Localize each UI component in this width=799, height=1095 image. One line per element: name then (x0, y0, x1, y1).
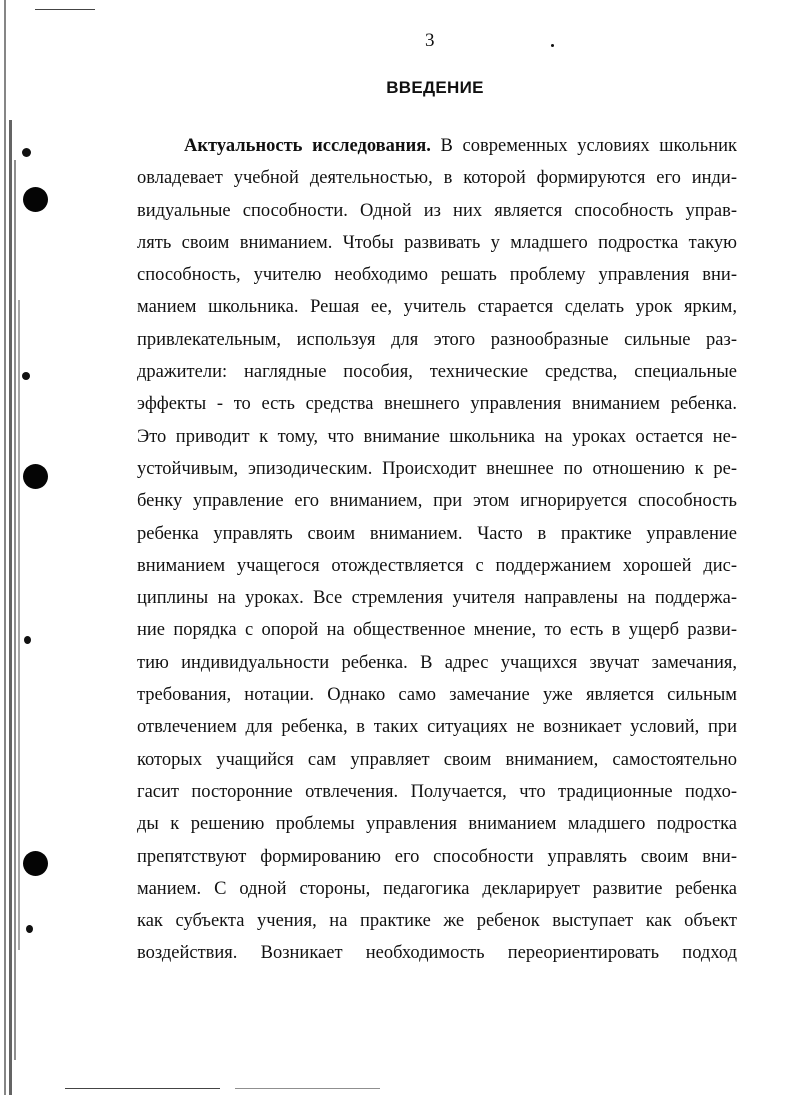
paragraph-line: привлекательным, используя для этого разнообразные сильные раз- (137, 329, 737, 350)
section-heading: ВВЕДЕНИЕ (386, 78, 484, 97)
punch-hole-mark (23, 187, 48, 212)
scan-speck (551, 44, 554, 47)
paragraph-line: эффекты - то есть средства внешнего управления вниманием ребенка. (137, 394, 737, 415)
paragraph-line: ды к решению проблемы управления вниманием младшего подростка (137, 814, 737, 835)
paragraph-line: дражители: наглядные пособия, технические средства, специальные (137, 362, 737, 383)
paragraph-line: овладевает учебной деятельностью, в которой формируются его инди- (137, 168, 737, 189)
paragraph-line: устойчивым, эпизодическим. Происходит внешнее по отношению к ре- (137, 458, 737, 479)
paragraph-line: тию индивидуальности ребенка. В адрес учащихся звучат замечания, (137, 652, 737, 673)
paragraph-line: ние порядка с опорой на общественное мнение, то есть в ущерб разви- (137, 620, 737, 641)
paragraph-line: ребенка управлять своим вниманием. Часто в практике управление (137, 523, 737, 544)
scan-speck (22, 148, 31, 157)
paragraph-line: гасит посторонние отвлечения. Получается, что традиционные подхо- (137, 781, 737, 802)
paragraph-line: требования, нотации. Однако само замечание уже является сильным (137, 685, 737, 706)
paragraph-line: Это приводит к тому, что внимание школьника на уроках остается не- (137, 426, 737, 447)
paragraph-line: воздействия. Возникает необходимость переориентировать подход (137, 943, 737, 964)
paragraph-line: вниманием учащегося отождествляется с поддержанием хорошей дис- (137, 555, 737, 576)
paragraph-line: препятствуют формированию его способности управлять своим вни- (137, 846, 737, 867)
body-text (137, 130, 737, 970)
lead-phrase: Актуальность исследования. (184, 136, 431, 156)
paragraph-line: бенку управление его вниманием, при этом игнорируется способность (137, 491, 737, 512)
scan-speck (24, 636, 31, 644)
scan-line (35, 9, 95, 10)
paragraph-line: циплины на уроках. Все стремления учителя направлены на поддержа- (137, 588, 737, 609)
paragraph-line: манием школьника. Решая ее, учитель старается сделать урок ярким, (137, 297, 737, 318)
paragraph-line: лять своим вниманием. Чтобы развивать у младшего подростка такую (137, 232, 737, 253)
paragraph-line: манием. С одной стороны, педагогика декларирует развитие ребенка (137, 878, 737, 899)
scan-speck (22, 372, 30, 380)
punch-hole-mark (23, 464, 48, 489)
paragraph-line: видуальные способности. Одной из них является способность управ- (137, 200, 737, 221)
paragraph-line: как субъекта учения, на практике же ребенок выступает как объект (137, 911, 737, 932)
scan-line (235, 1088, 380, 1089)
paragraph-line: отвлечением для ребенка, в таких ситуациях не возникает условий, при (137, 717, 737, 738)
paragraph-line: которых учащийся сам управляет своим вниманием, самостоятельно (137, 749, 737, 770)
scan-line (65, 1088, 220, 1089)
page-number: 3 (425, 30, 435, 51)
scan-speck (26, 925, 33, 933)
punch-hole-mark (23, 851, 48, 876)
paragraph-line: способность, учителю необходимо решать проблему управления вни- (137, 265, 737, 286)
paragraph-line: Актуальность исследования. В современных условиях школьник (184, 136, 737, 156)
